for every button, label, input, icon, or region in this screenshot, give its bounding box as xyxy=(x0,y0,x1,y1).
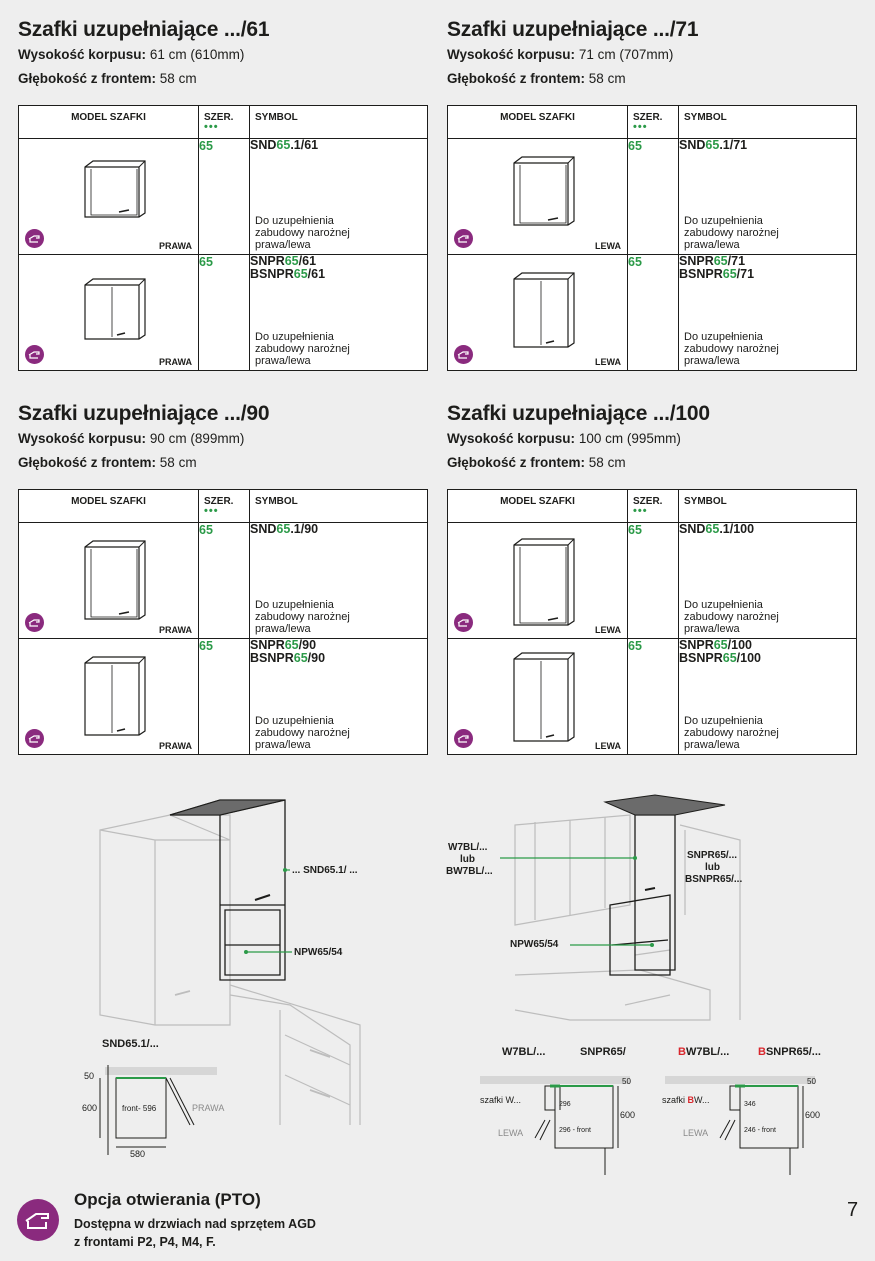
plan2-346: 346 xyxy=(744,1101,756,1108)
side-label: LEWA xyxy=(595,241,621,251)
plan1-front: 296 - front xyxy=(559,1127,591,1134)
label-snd: ... SND65.1/ ... xyxy=(292,865,358,876)
label-bw7bl: BW7BL/... xyxy=(446,866,493,877)
cabinet-table-71 xyxy=(447,105,857,371)
col-header-width: SZER. ••• xyxy=(199,490,250,523)
symbol-cell xyxy=(250,255,428,371)
table-row xyxy=(19,139,428,255)
symbol-cell xyxy=(679,523,857,639)
symbol-line: SNPR65/71 xyxy=(679,254,746,268)
cabinet-drawing-cell xyxy=(448,255,628,371)
spec-height: Wysokość korpusu: 100 cm (995mm) xyxy=(447,431,681,446)
right-kitchen-illustration xyxy=(440,780,870,1180)
cabinet-drawing-cell xyxy=(448,139,628,255)
cabinet-table-90 xyxy=(18,489,428,755)
section-title: Szafki uzupełniające .../71 xyxy=(447,18,699,41)
symbol-line: BSNPR65/100 xyxy=(679,651,762,665)
plan2-szafki: szafki BW... xyxy=(662,1095,710,1105)
note: Do uzupełnienia zabudowy narożnej prawa/lewa xyxy=(255,715,350,751)
cabinet-double-door-drawing xyxy=(81,655,149,737)
page-number: 7 xyxy=(847,1199,859,1221)
note: Do uzupełnienia zabudowy narożnej prawa/lewa xyxy=(255,599,350,635)
table-row xyxy=(448,639,857,755)
note: Do uzupełnienia zabudowy narożnej prawa/lewa xyxy=(255,331,350,367)
width-value: 65 xyxy=(199,639,250,755)
label-snpr: SNPR65/... xyxy=(687,850,738,861)
width-value: 65 xyxy=(199,523,250,639)
col-header-symbol: SYMBOL xyxy=(250,106,428,139)
side-label: LEWA xyxy=(595,357,621,367)
section-title: Szafki uzupełniające .../61 xyxy=(18,18,270,41)
col-header-width: SZER. ••• xyxy=(628,106,679,139)
section-title: Szafki uzupełniające .../90 xyxy=(18,402,270,425)
pto-icon xyxy=(25,613,44,632)
pto-icon xyxy=(454,613,473,632)
label-npw: NPW65/54 xyxy=(510,939,559,950)
label-npw: NPW65/54 xyxy=(294,947,343,958)
col-header-symbol: SYMBOL xyxy=(679,490,857,523)
cabinet-drawing-cell xyxy=(448,639,628,755)
footer-title: Opcja otwierania (PTO) xyxy=(74,1190,261,1209)
spec-depth: Głębokość z frontem: 58 cm xyxy=(18,71,197,86)
left-kitchen-illustration xyxy=(60,795,440,1180)
plan1-label-snpr: SNPR65/ xyxy=(580,1046,626,1058)
label-w7bl: W7BL/... xyxy=(448,842,488,853)
plan2-50: 50 xyxy=(807,1077,816,1086)
cabinet-double-door-drawing xyxy=(510,271,578,349)
plan2-front: 246 - front xyxy=(744,1127,776,1134)
symbol-line: BSNPR65/90 xyxy=(250,651,326,665)
cabinet-table-61 xyxy=(18,105,428,371)
col-header-model: MODEL SZAFKI xyxy=(448,490,628,523)
note: Do uzupełnienia zabudowy narożnej prawa/lewa xyxy=(684,331,779,367)
plan1-side: LEWA xyxy=(498,1128,524,1138)
spec-depth: Głębokość z frontem: 58 cm xyxy=(447,455,626,470)
dim-front: front- 596 xyxy=(122,1104,157,1113)
col-header-symbol: SYMBOL xyxy=(679,106,857,139)
spec-height: Wysokość korpusu: 61 cm (610mm) xyxy=(18,47,245,62)
note: Do uzupełnienia zabudowy narożnej prawa/lewa xyxy=(684,215,779,251)
spec-height: Wysokość korpusu: 90 cm (899mm) xyxy=(18,431,245,446)
label-lub: lub xyxy=(460,854,475,865)
cabinet-single-door-drawing xyxy=(81,539,149,621)
symbol-line: SND65.1/100 xyxy=(679,522,755,536)
col-header-width: SZER. ••• xyxy=(199,106,250,139)
side-label: LEWA xyxy=(595,625,621,635)
cabinet-double-door-drawing xyxy=(510,651,578,743)
side-label: PRAWA xyxy=(158,241,192,251)
cabinet-drawing-cell xyxy=(19,523,199,639)
cabinet-drawing-cell xyxy=(19,639,199,755)
table-row xyxy=(19,255,428,371)
side-label: PRAWA xyxy=(192,1103,225,1113)
plan1-296: 296 xyxy=(559,1101,571,1108)
dim-580: 580 xyxy=(130,1149,146,1159)
dim-600: 600 xyxy=(82,1103,98,1113)
cabinet-table-100 xyxy=(447,489,857,755)
col-header-symbol: SYMBOL xyxy=(250,490,428,523)
cabinet-drawing-cell xyxy=(19,255,199,371)
table-row xyxy=(448,523,857,639)
symbol-line: SND65.1/71 xyxy=(679,138,748,152)
pto-icon xyxy=(25,729,44,748)
width-value: 65 xyxy=(628,523,679,639)
symbol-line: SNPR65/100 xyxy=(679,638,752,652)
symbol-cell xyxy=(250,523,428,639)
plan2-label-bw7bl: BW7BL/... xyxy=(678,1046,730,1058)
footer-text: Dostępna w drzwiach nad sprzętem AGD z frontami P2, P4, M4, F. xyxy=(74,1217,316,1249)
side-label: LEWA xyxy=(595,741,621,751)
table-row xyxy=(19,523,428,639)
cabinet-single-door-drawing xyxy=(510,155,578,227)
pto-icon xyxy=(454,229,473,248)
side-label: PRAWA xyxy=(158,357,192,367)
side-label: PRAWA xyxy=(158,625,192,635)
section-71 xyxy=(447,19,856,88)
width-value: 65 xyxy=(628,139,679,255)
plan1-50: 50 xyxy=(622,1077,631,1086)
plan1-600: 600 xyxy=(620,1110,636,1120)
section-90 xyxy=(18,403,427,472)
pto-icon xyxy=(25,229,44,248)
pto-icon xyxy=(25,345,44,364)
symbol-line: SNPR65/61 xyxy=(250,254,317,268)
symbol-cell xyxy=(679,139,857,255)
label-plan-snd: SND65.1/... xyxy=(102,1038,159,1050)
symbol-cell xyxy=(250,639,428,755)
col-header-model: MODEL SZAFKI xyxy=(19,106,199,139)
side-label: PRAWA xyxy=(158,741,192,751)
width-value: 65 xyxy=(199,255,250,371)
plan2-label-bsnpr: BSNPR65/... xyxy=(758,1046,821,1058)
table-row xyxy=(448,139,857,255)
cabinet-drawing-cell xyxy=(19,139,199,255)
spec-depth: Głębokość z frontem: 58 cm xyxy=(447,71,626,86)
plan1-szafki: szafki W... xyxy=(480,1095,522,1105)
width-value: 65 xyxy=(628,255,679,371)
note: Do uzupełnienia zabudowy narożnej prawa/lewa xyxy=(684,599,779,635)
note: Do uzupełnienia zabudowy narożnej prawa/lewa xyxy=(255,215,350,251)
label-bsnpr: BSNPR65/... xyxy=(685,874,743,885)
cabinet-single-door-drawing xyxy=(510,537,578,627)
width-value: 65 xyxy=(199,139,250,255)
section-100 xyxy=(447,403,856,472)
cabinet-double-door-drawing xyxy=(81,277,149,341)
plan2-side: LEWA xyxy=(683,1128,709,1138)
symbol-cell xyxy=(250,139,428,255)
col-header-model: MODEL SZAFKI xyxy=(19,490,199,523)
plan2-600: 600 xyxy=(805,1110,821,1120)
symbol-cell xyxy=(679,639,857,755)
spec-depth: Głębokość z frontem: 58 cm xyxy=(18,455,197,470)
symbol-line: BSNPR65/71 xyxy=(679,267,755,281)
col-header-width: SZER. ••• xyxy=(628,490,679,523)
plan1-label-w7bl: W7BL/... xyxy=(502,1046,546,1058)
symbol-line: BSNPR65/61 xyxy=(250,267,326,281)
section-61 xyxy=(18,19,427,88)
cabinet-single-door-drawing xyxy=(81,159,149,219)
pto-icon xyxy=(454,345,473,364)
width-value: 65 xyxy=(628,639,679,755)
cabinet-drawing-cell xyxy=(448,523,628,639)
note: Do uzupełnienia zabudowy narożnej prawa/lewa xyxy=(684,715,779,751)
col-header-model: MODEL SZAFKI xyxy=(448,106,628,139)
symbol-line: SND65.1/61 xyxy=(250,138,319,152)
label-lub: lub xyxy=(705,862,720,873)
pto-icon xyxy=(454,729,473,748)
dim-50: 50 xyxy=(84,1071,95,1081)
symbol-cell xyxy=(679,255,857,371)
section-title: Szafki uzupełniające .../100 xyxy=(447,402,710,425)
spec-height: Wysokość korpusu: 71 cm (707mm) xyxy=(447,47,674,62)
table-row xyxy=(448,255,857,371)
symbol-line: SNPR65/90 xyxy=(250,638,317,652)
symbol-line: SND65.1/90 xyxy=(250,522,319,536)
pto-icon xyxy=(17,1199,59,1241)
table-row xyxy=(19,639,428,755)
